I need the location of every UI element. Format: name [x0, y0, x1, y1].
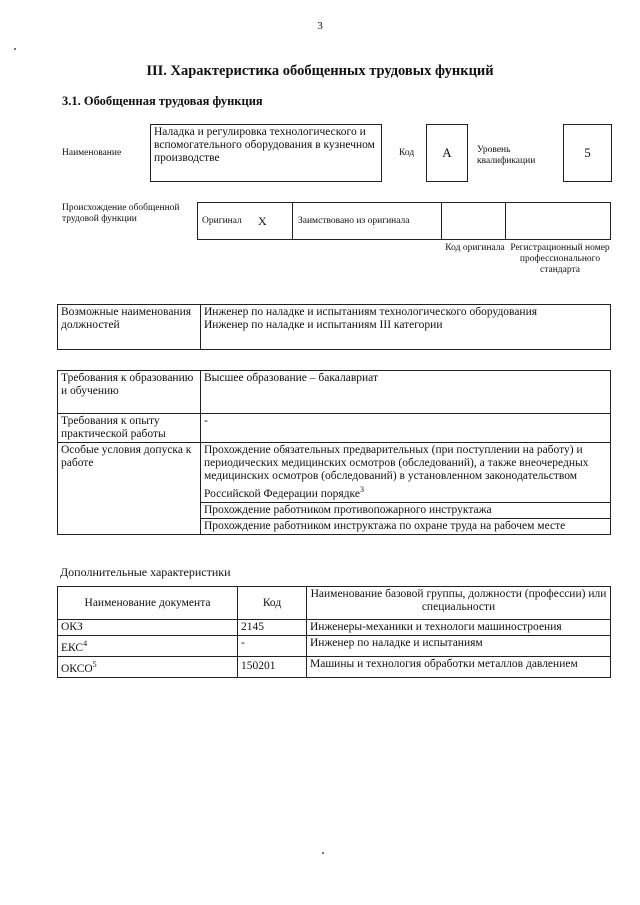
header-code: Код	[238, 587, 307, 620]
table-row	[58, 656, 611, 677]
row-name: Инженер по наладке и испытаниям	[307, 636, 611, 657]
row-doc	[58, 620, 238, 636]
page-number: 3	[317, 20, 323, 32]
row-code: 150201	[238, 656, 307, 677]
scan-mark	[322, 852, 324, 854]
positions-table	[57, 304, 611, 350]
req-value	[201, 443, 611, 503]
positions-label: Возможные наименования должностей	[58, 305, 201, 350]
borrowed-label: Заимствовано из оригинала	[298, 216, 410, 226]
row-doc	[58, 656, 238, 677]
table-row	[58, 636, 611, 657]
footnote-ref: 5	[92, 659, 97, 669]
additional-title: Дополнительные характеристики	[60, 565, 231, 579]
doc-name: ОКСО	[61, 662, 93, 675]
req-text: Прохождение обязательных предварительных (при поступлении на работу) и периодических медицинских осмотров (обследований), а также внеочередных медицинских осмотров (обследований) в установленном законодательством Российской Федерации порядке	[204, 444, 589, 500]
row-name: Инженеры-механики и технологи машиностроения	[307, 620, 611, 636]
origin-divider	[441, 203, 442, 239]
origin-divider	[292, 203, 293, 239]
code-label: Код	[399, 148, 415, 158]
name-value: Наладка и регулировка технологического и вспомогательного оборудования в кузнечном производстве	[150, 124, 382, 182]
section-title: III. Характеристика обобщенных трудовых функций	[146, 63, 494, 79]
code-original-label: Код оригинала	[445, 243, 505, 253]
reg-number-label: Регистрационный номер профессионального стандарта	[510, 243, 610, 275]
req-value: Высшее образование – бакалавриат	[201, 371, 611, 414]
row-code: -	[238, 636, 307, 657]
doc-name: ЕКС	[61, 641, 84, 654]
position-line: Инженер по наладке и испытаниям технологического оборудования	[204, 306, 538, 318]
positions-values	[201, 305, 611, 350]
scan-mark	[14, 48, 16, 50]
req-label: Требования к опыту практической работы	[58, 414, 201, 443]
origin-table	[197, 202, 611, 240]
row-doc	[58, 636, 238, 657]
position-line: Инженер по наладке и испытаниям III категории	[204, 319, 443, 331]
footnote-ref: 3	[359, 485, 364, 494]
header-name: Наименование базовой группы, должности (профессии) или специальности	[307, 587, 611, 620]
table-row	[58, 620, 611, 636]
additional-table	[57, 586, 611, 678]
footnote-ref: 4	[83, 639, 88, 648]
req-value: Прохождение работником инструктажа по охране труда на рабочем месте	[201, 518, 611, 534]
req-label: Особые условия допуска к работе	[58, 443, 201, 535]
doc-name: ОКЗ	[61, 621, 83, 633]
req-label: Требования к образованию и обучению	[58, 371, 201, 414]
name-label: Наименование	[62, 148, 122, 158]
subsection-title: 3.1. Обобщенная трудовая функция	[62, 94, 263, 108]
level-label: Уровень квалификации	[477, 145, 536, 166]
origin-divider	[505, 203, 506, 239]
row-name: Машины и технология обработки металлов давлением	[307, 656, 611, 677]
req-value: -	[201, 414, 611, 443]
req-value: Прохождение работником противопожарного инструктажа	[201, 502, 611, 518]
original-label: Оригинал	[202, 216, 242, 226]
row-code: 2145	[238, 620, 307, 636]
origin-label: Происхождение обобщенной трудовой функции	[62, 203, 180, 224]
requirements-table	[57, 370, 611, 535]
header-doc: Наименование документа	[58, 587, 238, 620]
level-value: 5	[563, 124, 612, 182]
original-mark: X	[258, 214, 267, 228]
code-value: А	[426, 124, 468, 182]
